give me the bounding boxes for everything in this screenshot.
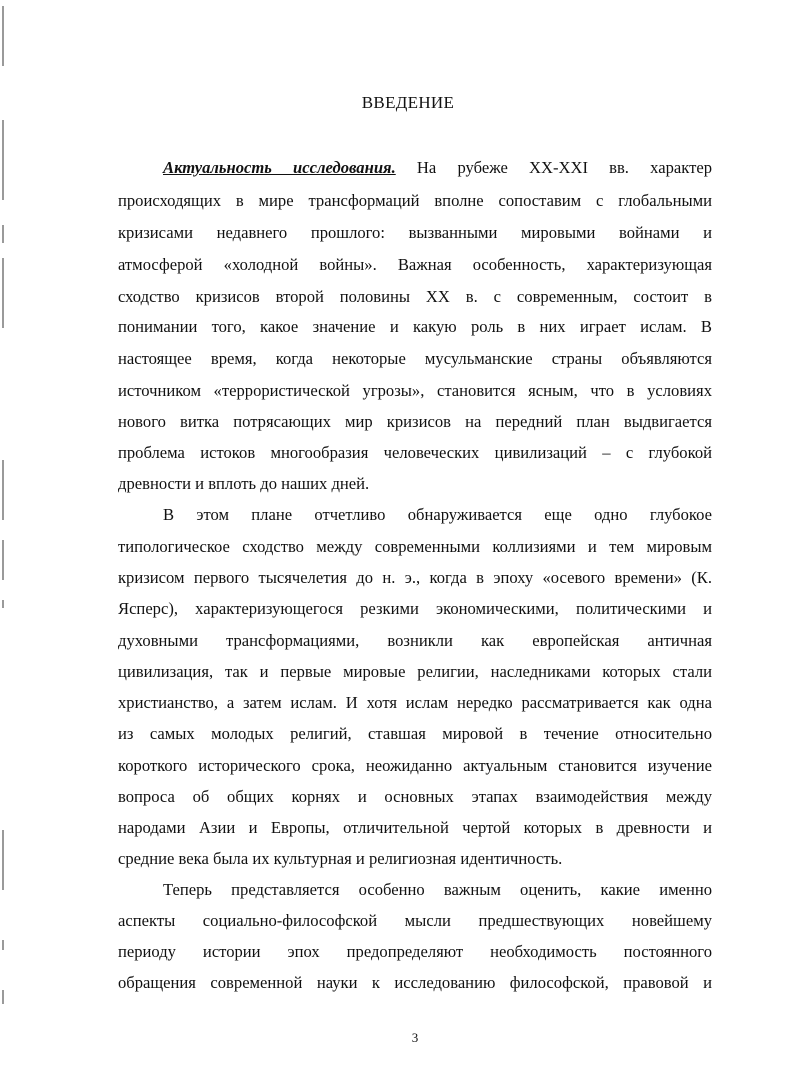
paragraph-line: атмосферой «холодной войны». Важная особенность, характеризующая	[118, 255, 712, 274]
paragraph-line: Ясперс), характеризующегося резкими экономическими, политическими и	[118, 599, 712, 618]
paragraph-line: короткого исторического срока, неожиданно актуальным становится изучение	[118, 756, 712, 775]
paragraph-line: источником «террористической угрозы», становится ясным, что в условиях	[118, 381, 712, 400]
paragraph-line: настоящее время, когда некоторые мусульманские страны объявляются	[118, 349, 712, 368]
paragraph-line: древности и вплоть до наших дней.	[118, 474, 370, 493]
paragraph-line: духовными трансформациями, возникли как европейская античная	[118, 631, 712, 650]
section-term: Актуальность исследования.	[163, 158, 396, 177]
paragraph-line: христианство, а затем ислам. И хотя ислам нередко рассматривается как одна	[118, 693, 712, 712]
paragraph-line: типологическое сходство между современными коллизиями и тем мировым	[118, 537, 712, 556]
paragraph-line: цивилизация, так и первые мировые религии, наследниками которых стали	[118, 662, 712, 681]
paragraph-line: сходство кризисов второй половины XX в. с современным, состоит в	[118, 287, 712, 306]
paragraph-line: аспекты социально-философской мысли предшествующих новейшему	[118, 911, 712, 930]
paragraph-line: вопроса об общих корнях и основных этапах взаимодействия между	[118, 787, 712, 806]
paragraph-line: происходящих в мире трансформаций вполне сопоставим с глобальными	[118, 191, 712, 210]
paragraph-line: понимании того, какое значение и какую роль в них играет ислам. В	[118, 317, 712, 336]
paragraph-line: В этом плане отчетливо обнаруживается еще одно глубокое	[163, 505, 712, 524]
paragraph-line: средние века была их культурная и религиозная идентичность.	[118, 849, 563, 868]
paragraph-line: кризисом первого тысячелетия до н. э., когда в эпоху «осевого времени» (К.	[118, 568, 712, 587]
paragraph-line: Теперь представляется особенно важным оценить, какие именно	[163, 880, 712, 899]
paragraph-line: обращения современной науки к исследованию философской, правовой и	[118, 973, 712, 992]
page-title: ВВЕДЕНИЕ	[361, 93, 455, 112]
paragraph-line: народами Азии и Европы, отличительной чертой которых в древности и	[118, 818, 712, 837]
paragraph-line: проблема истоков многообразия человеческих цивилизаций – с глубокой	[118, 443, 712, 462]
paragraph-line-text: На рубеже XX-XXI вв. характер	[395, 158, 712, 177]
page-number: 3	[411, 1030, 419, 1045]
paragraph-line: из самых молодых религий, ставшая мировой в течение относительно	[118, 724, 712, 743]
paragraph-line: периоду истории эпох предопределяют необходимость постоянного	[118, 942, 712, 961]
scan-margin-marks	[2, 0, 14, 1088]
paragraph-line: нового витка потрясающих мир кризисов на передний план выдвигается	[118, 412, 712, 431]
paragraph-line: кризисами недавнего прошлого: вызванными мировыми войнами и	[118, 223, 712, 242]
paragraph-line	[163, 158, 712, 178]
